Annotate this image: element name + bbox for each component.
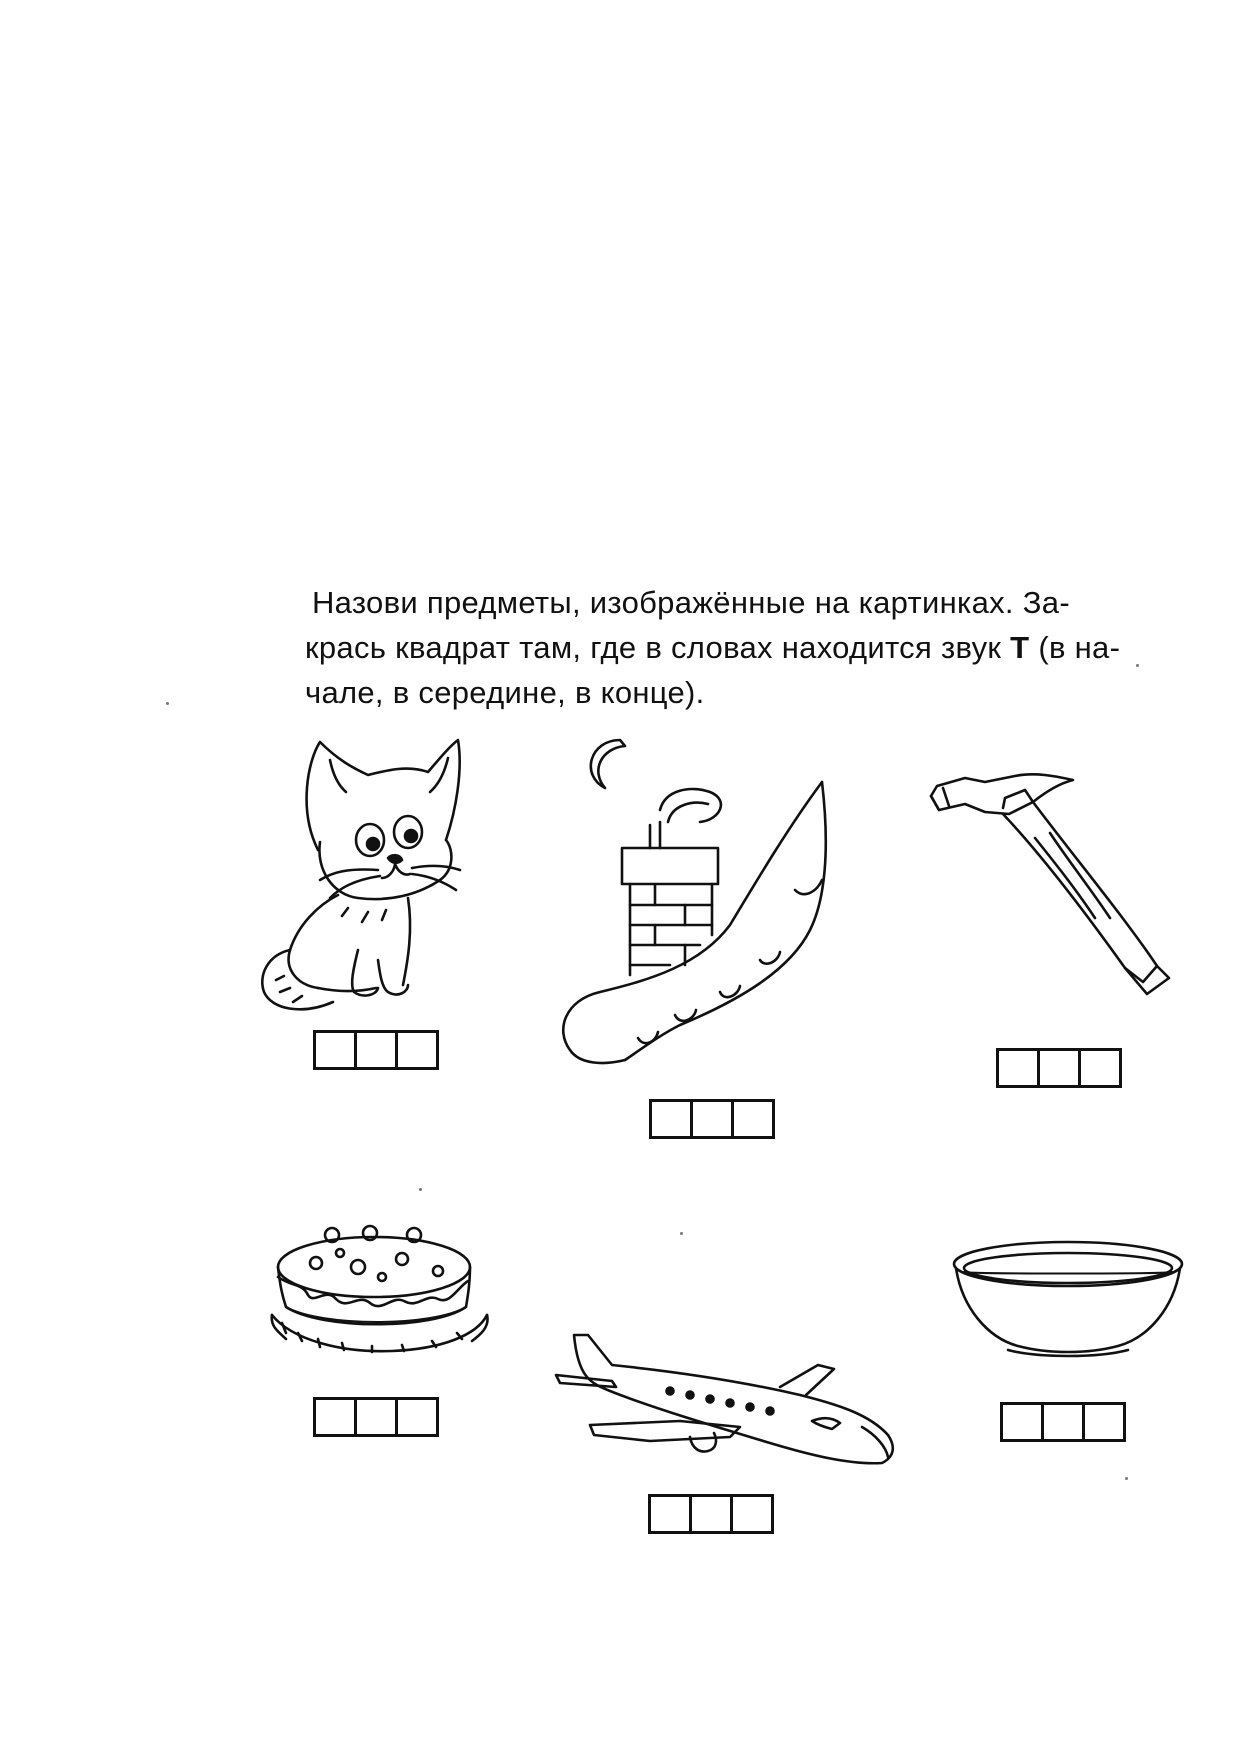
scan-speck (1136, 664, 1139, 667)
square-middle[interactable] (1040, 1051, 1081, 1085)
answer-squares-2 (649, 1099, 775, 1139)
answer-squares-5 (648, 1494, 774, 1534)
hammer-icon (925, 768, 1175, 1008)
scan-speck (680, 1232, 683, 1235)
scan-speck (166, 702, 169, 705)
square-end[interactable] (398, 1400, 436, 1434)
square-end[interactable] (1085, 1405, 1123, 1439)
square-start[interactable] (651, 1497, 692, 1531)
square-end[interactable] (398, 1033, 436, 1067)
square-start[interactable] (316, 1033, 357, 1067)
kitten-icon (258, 730, 468, 1020)
answer-squares-4 (313, 1397, 439, 1437)
instruction-line-1: Назови предметы, изображённые на картинках. За- (312, 585, 1070, 620)
answer-squares-3 (996, 1048, 1122, 1088)
scan-speck (1125, 1477, 1128, 1480)
instruction-line-2 (305, 625, 1185, 670)
square-middle[interactable] (1044, 1405, 1085, 1439)
chimney-icon (560, 730, 890, 1080)
cake-icon (262, 1215, 492, 1365)
square-end[interactable] (734, 1102, 772, 1136)
answer-squares-6 (1000, 1402, 1126, 1442)
scan-speck (419, 1188, 422, 1191)
square-middle[interactable] (693, 1102, 734, 1136)
square-start[interactable] (1003, 1405, 1044, 1439)
airplane-icon (550, 1325, 910, 1480)
instruction-line-2-end: (в на- (1029, 630, 1121, 665)
target-sound: Т (1010, 630, 1030, 665)
square-start[interactable] (652, 1102, 693, 1136)
instruction-line-2-start: крась квадрат там, где в словах находится звук (305, 630, 1011, 665)
square-start[interactable] (999, 1051, 1040, 1085)
square-middle[interactable] (357, 1033, 398, 1067)
basin-icon (948, 1238, 1188, 1358)
square-middle[interactable] (357, 1400, 398, 1434)
answer-squares-1 (313, 1030, 439, 1070)
square-start[interactable] (316, 1400, 357, 1434)
square-end[interactable] (733, 1497, 771, 1531)
task-instruction (305, 580, 1185, 715)
square-middle[interactable] (692, 1497, 733, 1531)
square-end[interactable] (1081, 1051, 1119, 1085)
instruction-line-3: чале, в середине, в конце). (305, 675, 705, 710)
